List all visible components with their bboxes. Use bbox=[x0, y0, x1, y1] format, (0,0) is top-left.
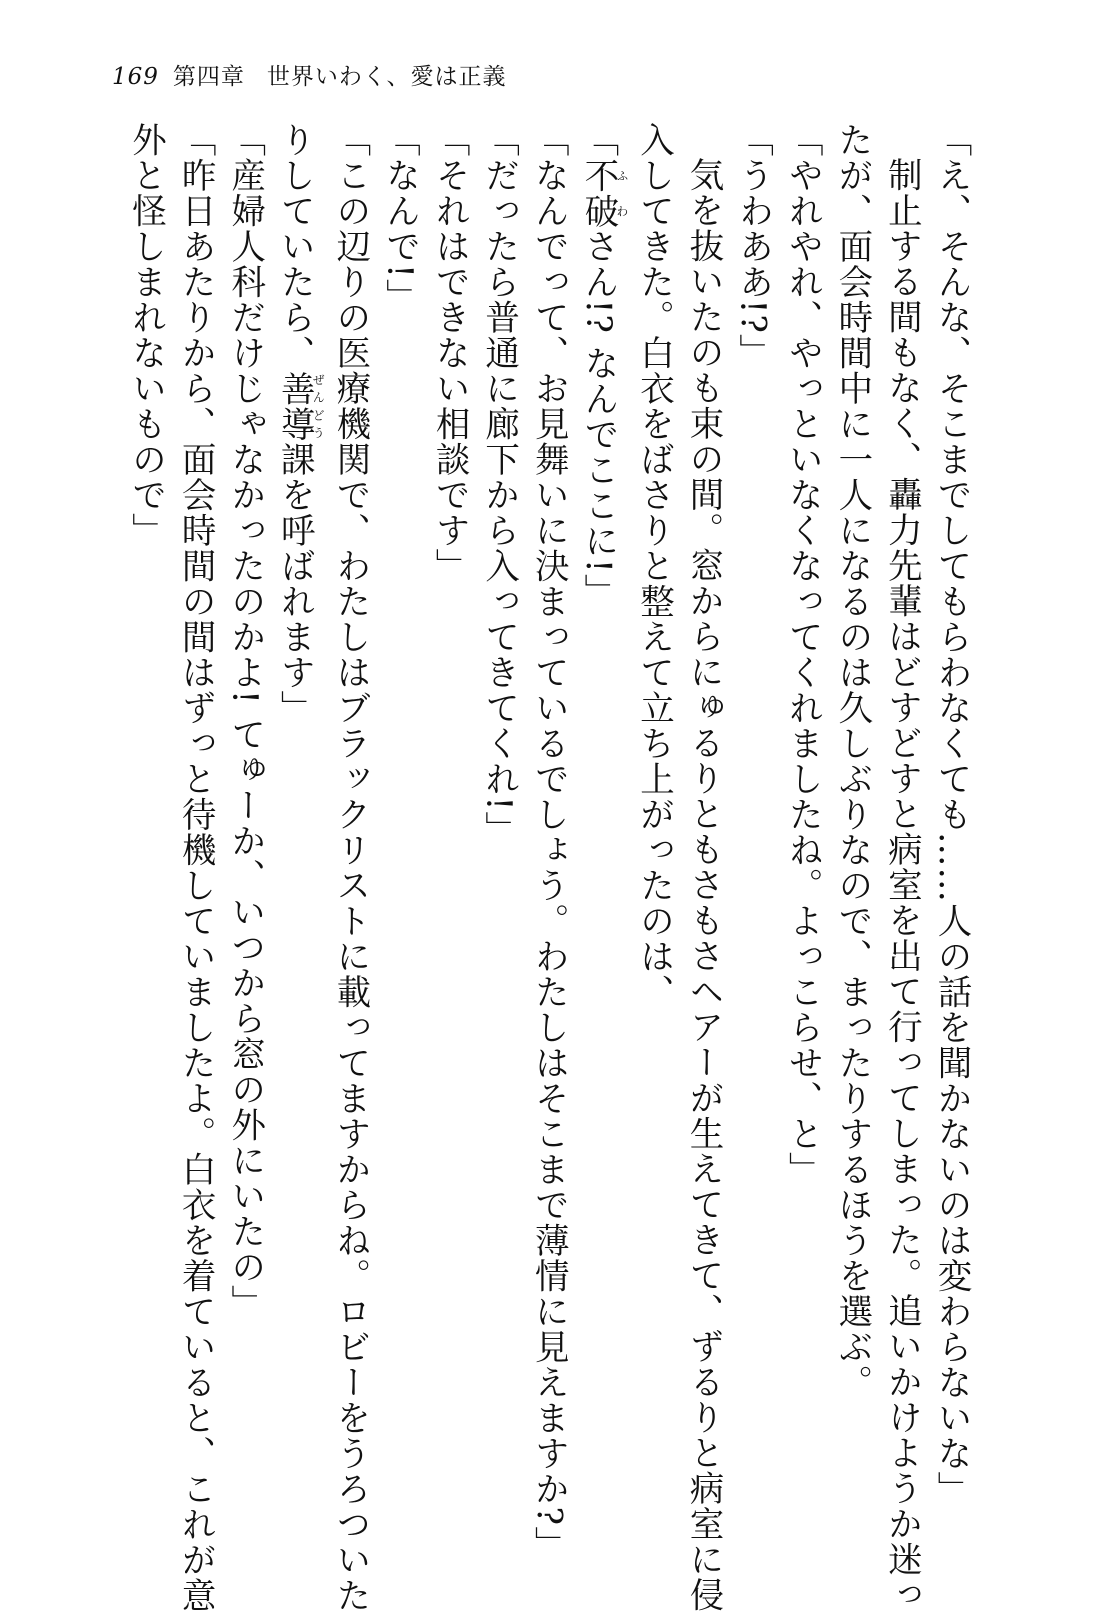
text-line: 「だったら普通に廊下から入ってきてくれ!」 bbox=[478, 122, 519, 847]
text-line: 気を抜いたのも束の間。窓からにゅるりともさもさヘアーが生えてきて、ずるりと病室に侵 bbox=[683, 156, 724, 1612]
text-line: 「産婦人科だけじゃなかったのかよ! てゅーか、いつから窓の外にいたの」 bbox=[224, 122, 265, 1321]
line-rest: さん!? なんでここに!」 bbox=[577, 228, 618, 610]
body-text bbox=[120, 122, 975, 1613]
text-line: 「うわああ!?」 bbox=[732, 122, 773, 370]
ruby-base: 善導 bbox=[274, 370, 315, 442]
text-line: 「え、そんな、そこまでしてもらわなくても……人の話を聞かないのは変わらないな」 bbox=[931, 122, 971, 1507]
text-line: 外と怪しまれないもので」 bbox=[125, 122, 166, 548]
line-start: りしていたら、 bbox=[274, 122, 315, 371]
text-line: 「この辺りの医療機関で、わたしはブラックリストに載ってますからね。ロビーをうろついた bbox=[329, 122, 370, 1613]
line-prefix: 「 bbox=[577, 122, 618, 158]
running-head bbox=[112, 58, 506, 91]
ruby-base: 不破 bbox=[577, 157, 618, 229]
text-line: 「昨日あたりから、面会時間の間はずっと待機していましたよ。白衣を着ていると、これが意 bbox=[175, 122, 216, 1613]
text-line: 「なんで!」 bbox=[379, 122, 420, 315]
text-line: 「やれやれ、やっといなくなってくれましたね。よっこらせ、と」 bbox=[782, 122, 823, 1187]
chapter-title: 世界いわく、愛は正義 bbox=[266, 64, 507, 90]
text-line: 制止する間もなく、轟力先輩はどすどすと病室を出て行ってしまった。追いかけようか迷っ bbox=[881, 156, 922, 1612]
text-line-with-ruby bbox=[269, 122, 325, 1562]
ruby-word bbox=[274, 370, 326, 442]
text-line: たが、面会時間中に一人になるのは久しぶりなので、まったりするほうを選ぶ。 bbox=[831, 122, 872, 1400]
text-line: 「それはできない相談です」 bbox=[429, 122, 470, 584]
chapter-label: 第四章 bbox=[172, 64, 245, 90]
text-line-with-ruby bbox=[572, 122, 628, 1562]
line-rest: 課を呼ばれます」 bbox=[274, 441, 315, 726]
text-line: 入してきた。白衣をばさりと整えて立ち上がったのは、 bbox=[633, 122, 674, 1010]
ruby-reading: ぜんどう bbox=[311, 370, 326, 442]
page-number: 169 bbox=[112, 64, 159, 90]
ruby-reading: ふわ bbox=[614, 157, 629, 229]
ruby-word bbox=[577, 157, 629, 229]
text-line: 「なんでって、お見舞いに決まっているでしょう。わたしはそこまで薄情に見えますか?」 bbox=[528, 122, 569, 1562]
